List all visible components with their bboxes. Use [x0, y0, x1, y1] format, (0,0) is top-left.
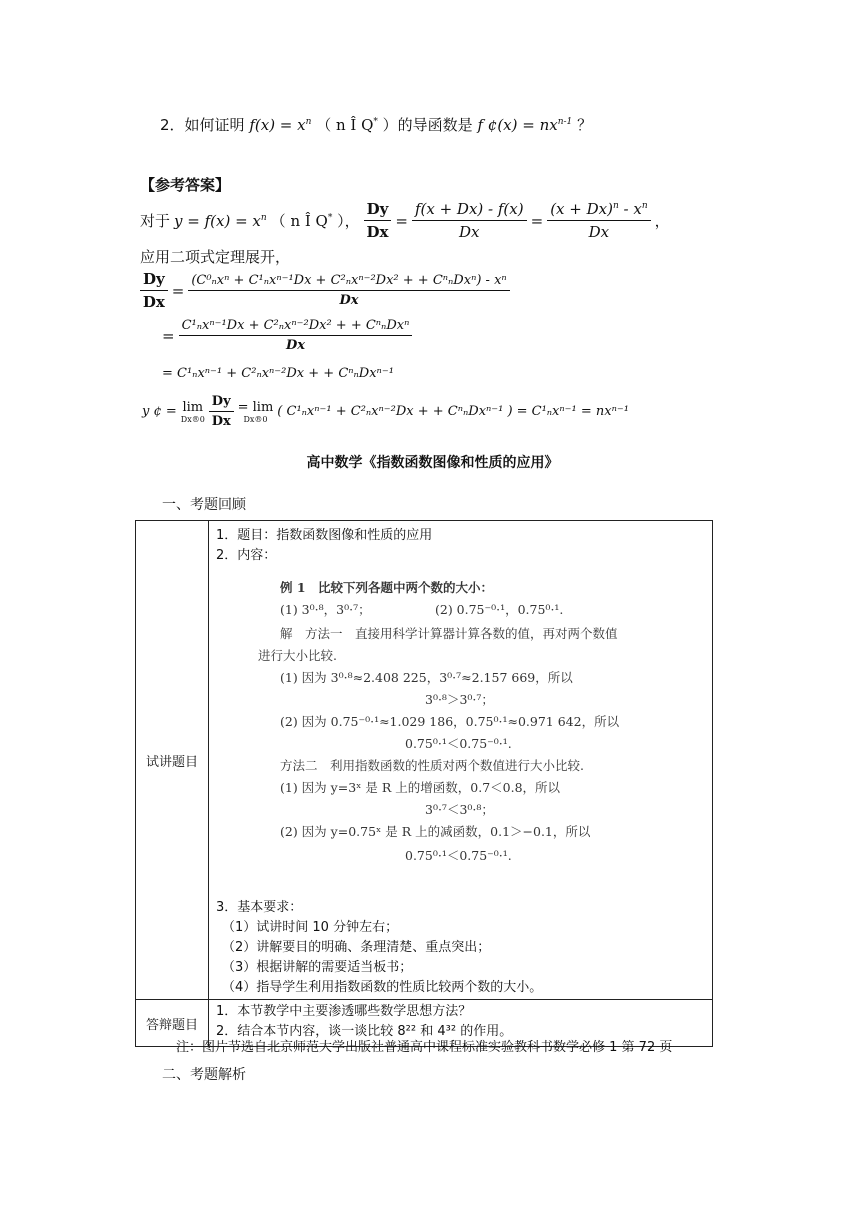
defense-question-1: 1．本节教学中主要渗透哪些数学思想方法？: [216, 1004, 472, 1019]
page-title: 高中数学《指数函数图像和性质的应用》: [306, 455, 559, 471]
question-2: [160, 114, 592, 135]
q2-cond: （ n Î Q* ）的导函数是: [316, 116, 473, 134]
method2-part-2: (2) 因为 y=0.75ˣ 是 R 上的减函数，0.1＞−0.1，所以: [280, 824, 591, 839]
section-2-heading: 二、考题解析: [162, 1067, 246, 1083]
q2-func: $f(x) = x^n$: [249, 116, 312, 134]
expansion-step-3: = C¹ₙxⁿ⁻¹ + C²ₙxⁿ⁻²Dx + + CⁿₙDxⁿ⁻¹: [162, 366, 394, 381]
q2-prefix: 2．如何证明: [160, 116, 245, 134]
solution-method-1: 解 方法一 直接用科学计算器计算各数的值，再对两个数值: [280, 626, 618, 641]
method2-part-1-result: 3⁰·⁷＜3⁰·⁸；: [425, 802, 494, 817]
exam-table: [135, 520, 713, 1047]
solution-2: (2) 因为 0.75⁻⁰·¹≈1.029 186，0.75⁰·¹≈0.971 642，所以: [280, 714, 620, 729]
requirement-1: （1）试讲时间 10 分钟左右；: [222, 920, 399, 935]
dy-dx-fraction: $\frac{Dy}{Dx}$: [364, 200, 392, 241]
expansion-step-1: $\frac{Dy}{Dx}$ = $\frac{\text{(C⁰ₙxⁿ + C¹ₙxⁿ⁻¹Dx + C²ₙxⁿ⁻²Dx² + + CⁿₙDxⁿ) - xⁿ}}{Dx}$: [140, 270, 510, 311]
table-row-lecture: [136, 521, 713, 1000]
q2-end: ？: [577, 116, 593, 134]
limit-line: [142, 394, 629, 429]
line1-comma: ，: [654, 212, 670, 230]
answer-line-2: 应用二项式定理展开，: [140, 248, 291, 266]
content-item: 2．内容：: [216, 548, 277, 563]
requirement-3: （3）根据讲解的需要适当板书；: [222, 960, 413, 975]
example-heading: 例 1 比较下列各题中两个数的大小：: [280, 580, 494, 595]
method2-part-1: (1) 因为 y=3ˣ 是 R 上的增函数，0.7＜0.8，所以: [280, 780, 561, 795]
requirement-4: （4）指导学生利用指数函数的性质比较两个数的大小。: [222, 980, 543, 995]
line1-func: $y = f(x) = x^n$: [174, 211, 267, 230]
step1-fraction: $\frac{\text{(C⁰ₙxⁿ + C¹ₙxⁿ⁻¹Dx + C²ₙxⁿ⁻²Dx² + + CⁿₙDxⁿ) - xⁿ}}{Dx}$: [188, 273, 509, 308]
limit-rhs: = C¹ₙxⁿ⁻¹ = nxⁿ⁻¹: [516, 404, 629, 419]
lecture-label: 试讲题目: [136, 521, 209, 1000]
source-note: 注：图片节选自北京师范大学出版社普通高中课程标准实验教科书数学必修 1 第 72 页: [176, 1040, 673, 1055]
step1-dy-dx: $\frac{Dy}{Dx}$: [140, 270, 168, 311]
answer-line-1: 对于 $y = f(x) = x^n$ （ n Î Q* ）， $\frac{Dy}{Dx}$ = $\frac{f(x + Dx) - f(x)}{Dx}$ = $\frac{(x + Dx)^n - x^n}{Dx}$ ，: [140, 200, 670, 241]
step2-fraction: $\frac{\text{C¹ₙxⁿ⁻¹Dx + C²ₙxⁿ⁻²Dx² + + CⁿₙDxⁿ}}{Dx}$: [179, 318, 413, 353]
limit-dy-dx: $\frac{Dy}{Dx}$: [209, 394, 234, 429]
difference-quotient: $\frac{f(x + Dx) - f(x)}{Dx}$: [412, 200, 527, 241]
topic-item: 1．题目：指数函数图像和性质的应用: [216, 528, 433, 543]
requirements-title: 3．基本要求：: [216, 900, 303, 915]
solution-method-1-cont: 进行大小比较.: [258, 648, 337, 663]
binomial-quotient: $\frac{(x + Dx)^n - x^n}{Dx}$: [547, 200, 650, 241]
limit-body: ( C¹ₙxⁿ⁻¹ + C²ₙxⁿ⁻²Dx + + CⁿₙDxⁿ⁻¹ ): [277, 404, 513, 419]
method2-part-2-result: 0.75⁰·¹＜0.75⁻⁰·¹.: [405, 848, 512, 863]
solution-2-result: 0.75⁰·¹＜0.75⁻⁰·¹.: [405, 736, 512, 751]
textbook-excerpt: [210, 570, 711, 878]
line1-cond: （ n Î Q* ），: [270, 212, 360, 230]
lecture-content: [209, 521, 713, 1000]
solution-1-result: 3⁰·⁸＞3⁰·⁷；: [425, 692, 494, 707]
defense-label: 答辩题目: [136, 1000, 209, 1047]
limit-op-2: = lim Dx®0: [237, 399, 274, 424]
limit-lhs: y ¢ =: [142, 404, 177, 419]
solution-method-2: 方法二 利用指数函数的性质对两个数值进行大小比较.: [280, 758, 584, 773]
example-part-2: (2) 0.75⁻⁰·¹，0.75⁰·¹.: [435, 602, 564, 617]
answer-heading: 【参考答案】: [140, 176, 231, 194]
section-1-heading: 一、考题回顾: [162, 497, 246, 513]
defense-question-2: 2．结合本节内容，谈一谈比较 8²² 和 4³² 的作用。: [216, 1024, 513, 1039]
line1-prefix: 对于: [140, 212, 171, 230]
limit-op-1: lim Dx®0: [180, 399, 205, 424]
expansion-step-2: = $\frac{\text{C¹ₙxⁿ⁻¹Dx + C²ₙxⁿ⁻²Dx² + + CⁿₙDxⁿ}}{Dx}$: [162, 318, 412, 353]
example-part-1: (1) 3⁰·⁸，3⁰·⁷；: [280, 602, 371, 617]
solution-1: (1) 因为 3⁰·⁸≈2.408 225，3⁰·⁷≈2.157 669，所以: [280, 670, 573, 685]
q2-deriv: f ¢(x) = $nx^{n-1}$: [477, 116, 573, 134]
requirement-2: （2）讲解要目的明确、条理清楚、重点突出；: [222, 940, 491, 955]
